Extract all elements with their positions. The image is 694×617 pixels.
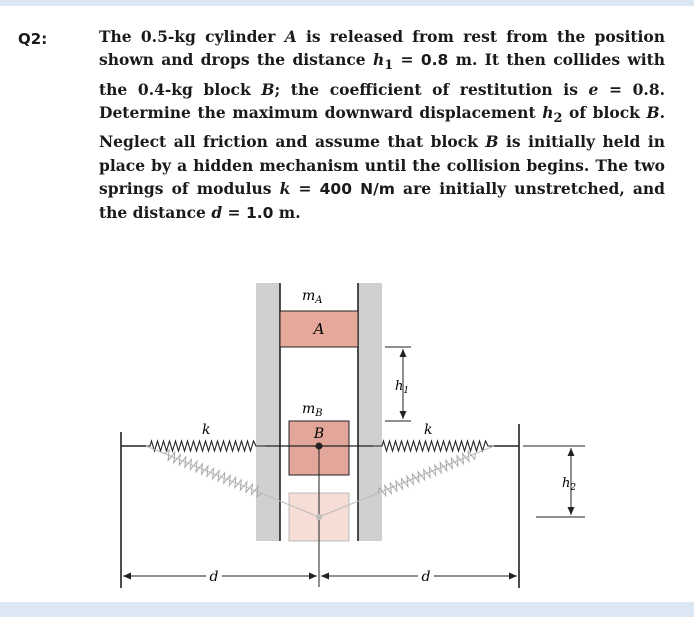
h2-label: $h_2$ (562, 476, 577, 493)
d-left-arrow-right (309, 573, 317, 580)
h1-label: $h_1$ (395, 379, 410, 396)
d-right-arrow-right (509, 573, 517, 580)
h1-arrow-down (400, 411, 407, 419)
right-guide-wall (358, 283, 382, 541)
right-spring-deflected (376, 449, 477, 498)
problem-statement: The 0.5-kg cylinder A is released from rest from the position shown and drops the distance $h_1 = 0.8$ m. It then collides with the 0.4-kg block B; the coefficient of restitution is e = 0.8. Determine the maximum downward displacement $h_2$ of block B. Neglect all friction and assume that block B is initially held in place by a hidden mechanism until the collision begins. The two springs of modulus k = 400 N/m are initially unstretched, and the distance d = 1.0 m. (99, 27, 666, 223)
h2-arrow-down (568, 507, 575, 515)
block-b-label: B (313, 426, 325, 442)
bottom-strip (0, 602, 694, 617)
h2-arrow-up (568, 448, 575, 456)
block-b-pin-deflected (316, 514, 322, 520)
h1-arrow-up (400, 349, 407, 357)
d-right-arrow-left (321, 573, 329, 580)
right-spring-k-label: k (424, 422, 433, 438)
right-spring (373, 441, 494, 451)
left-spring-k-label: k (202, 422, 211, 438)
left-spring-deflected (163, 449, 264, 498)
left-guide-wall (256, 283, 280, 541)
d-left-arrow-left (123, 573, 131, 580)
d-right-label: d (421, 569, 431, 585)
question-label: Q2: (18, 30, 48, 48)
left-spring (146, 441, 265, 451)
d-left-label: d (209, 569, 219, 585)
mass-b-label: $m_B$ (302, 401, 323, 419)
block-b-pin (316, 443, 323, 450)
cylinder-a-label: A (313, 320, 325, 338)
mass-a-label: $m_A$ (302, 288, 323, 306)
